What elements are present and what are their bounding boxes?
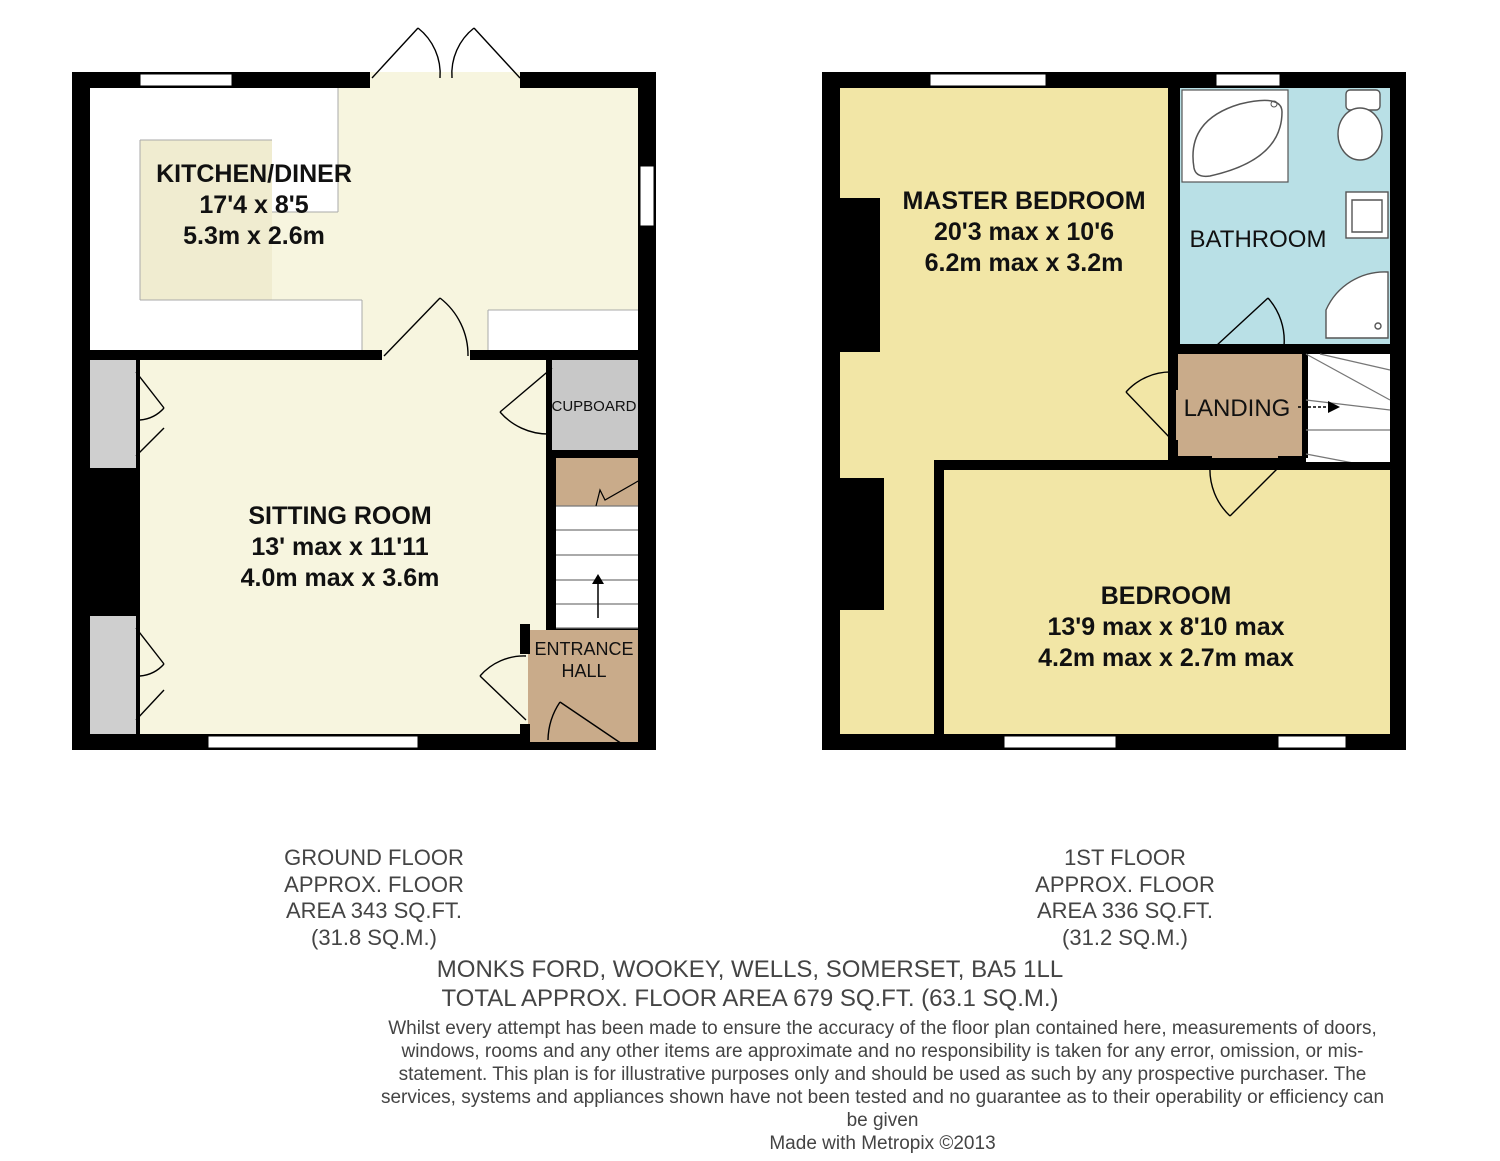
alcove-cupboard-bottom (90, 616, 136, 734)
disclaimer-block (380, 1017, 1385, 1155)
ground-floor-plan (72, 28, 656, 750)
sitting-room-dim-metric: 4.0m max x 3.6m (240, 564, 440, 592)
first-floor-plan (822, 72, 1406, 750)
first-floor-caption (975, 845, 1275, 951)
master-bedroom-dim-imperial: 20'3 max x 10'6 (933, 218, 1115, 246)
bedroom-dim-metric: 4.2m max x 2.7m max (1038, 644, 1294, 672)
sitting-room-name: SITTING ROOM (248, 502, 432, 530)
total-floor-area: TOTAL APPROX. FLOOR AREA 679 SQ.FT. (63.1 SQ.M.) (441, 984, 1059, 1012)
bedroom-dim-imperial: 13'9 max x 8'10 max (1047, 613, 1285, 641)
property-address: MONKS FORD, WOOKEY, WELLS, SOMERSET, BA5 1LL (436, 956, 1064, 983)
basin (1346, 192, 1388, 238)
french-door-opening (370, 72, 520, 88)
landing-label: LANDING (1183, 395, 1291, 422)
first-floor-caption-line3: AREA 336 SQ.FT. (1036, 898, 1214, 923)
kitchen-dim-metric: 5.3m x 2.6m (183, 222, 325, 250)
ground-floor-caption-line4: (31.8 SQ.M.) (311, 924, 437, 950)
entrance-hall-label-1: ENTRANCE (534, 639, 634, 659)
chimney-breast (90, 482, 140, 612)
window-kitchen-right (640, 166, 654, 226)
kitchen-name: KITCHEN/DINER (156, 160, 352, 188)
alcove-cupboard-top (90, 360, 136, 468)
window-bathroom-top (1216, 74, 1280, 86)
first-floor-caption-line2: APPROX. FLOOR (1035, 871, 1215, 897)
ground-floor-caption-line3: AREA 343 SQ.FT. (285, 898, 463, 923)
chimney-breast-upper (840, 198, 880, 352)
master-bedroom-name: MASTER BEDROOM (902, 187, 1146, 215)
master-bedroom-dim-metric: 6.2m max x 3.2m (924, 249, 1124, 277)
kitchen-dim-imperial: 17'4 x 8'5 (199, 191, 309, 219)
sitting-room-dim-imperial: 13' max x 11'11 (251, 533, 429, 561)
cupboard-label: CUPBOARD (551, 398, 637, 415)
window-bedroom-bottom-2 (1278, 736, 1346, 748)
window-sitting-bottom (208, 736, 418, 748)
french-doors (372, 28, 520, 78)
disclaimer-text: Whilst every attempt has been made to ensure the accuracy of the floor plan contained here, measurements of doors, windows, rooms and any other items are approximate and no responsibility is taken for any error, omission, or mis-statement. This plan is for illustrative purposes only and should be used as such by any prospective purchaser. The services, systems and appliances shown have not been tested and no guarantee as to their operability or efficiency can be given (380, 1018, 1385, 1131)
kitchen-worktop-right (488, 310, 638, 350)
ground-floor-caption-line2: APPROX. FLOOR (284, 871, 464, 897)
metropix-credit: Made with Metropix ©2013 (769, 1133, 996, 1154)
corner-bath (1182, 90, 1288, 182)
kitchen-sitting-partition (90, 350, 638, 360)
bathroom-label: BATHROOM (1189, 226, 1327, 253)
window-kitchen-top (140, 74, 232, 86)
bedroom-name: BEDROOM (1100, 582, 1232, 610)
first-floor-caption-line1: 1ST FLOOR (1064, 845, 1186, 870)
entrance-hall-label-2: HALL (561, 661, 607, 681)
window-master-top (930, 74, 1046, 86)
address-block (0, 956, 1500, 1013)
window-bedroom-bottom-1 (1004, 736, 1116, 748)
chimney-breast-lower (840, 478, 884, 610)
first-floor-caption-line4: (31.2 SQ.M.) (1062, 924, 1188, 950)
ground-floor-caption (224, 845, 524, 951)
ground-floor-caption-line1: GROUND FLOOR (284, 845, 464, 870)
